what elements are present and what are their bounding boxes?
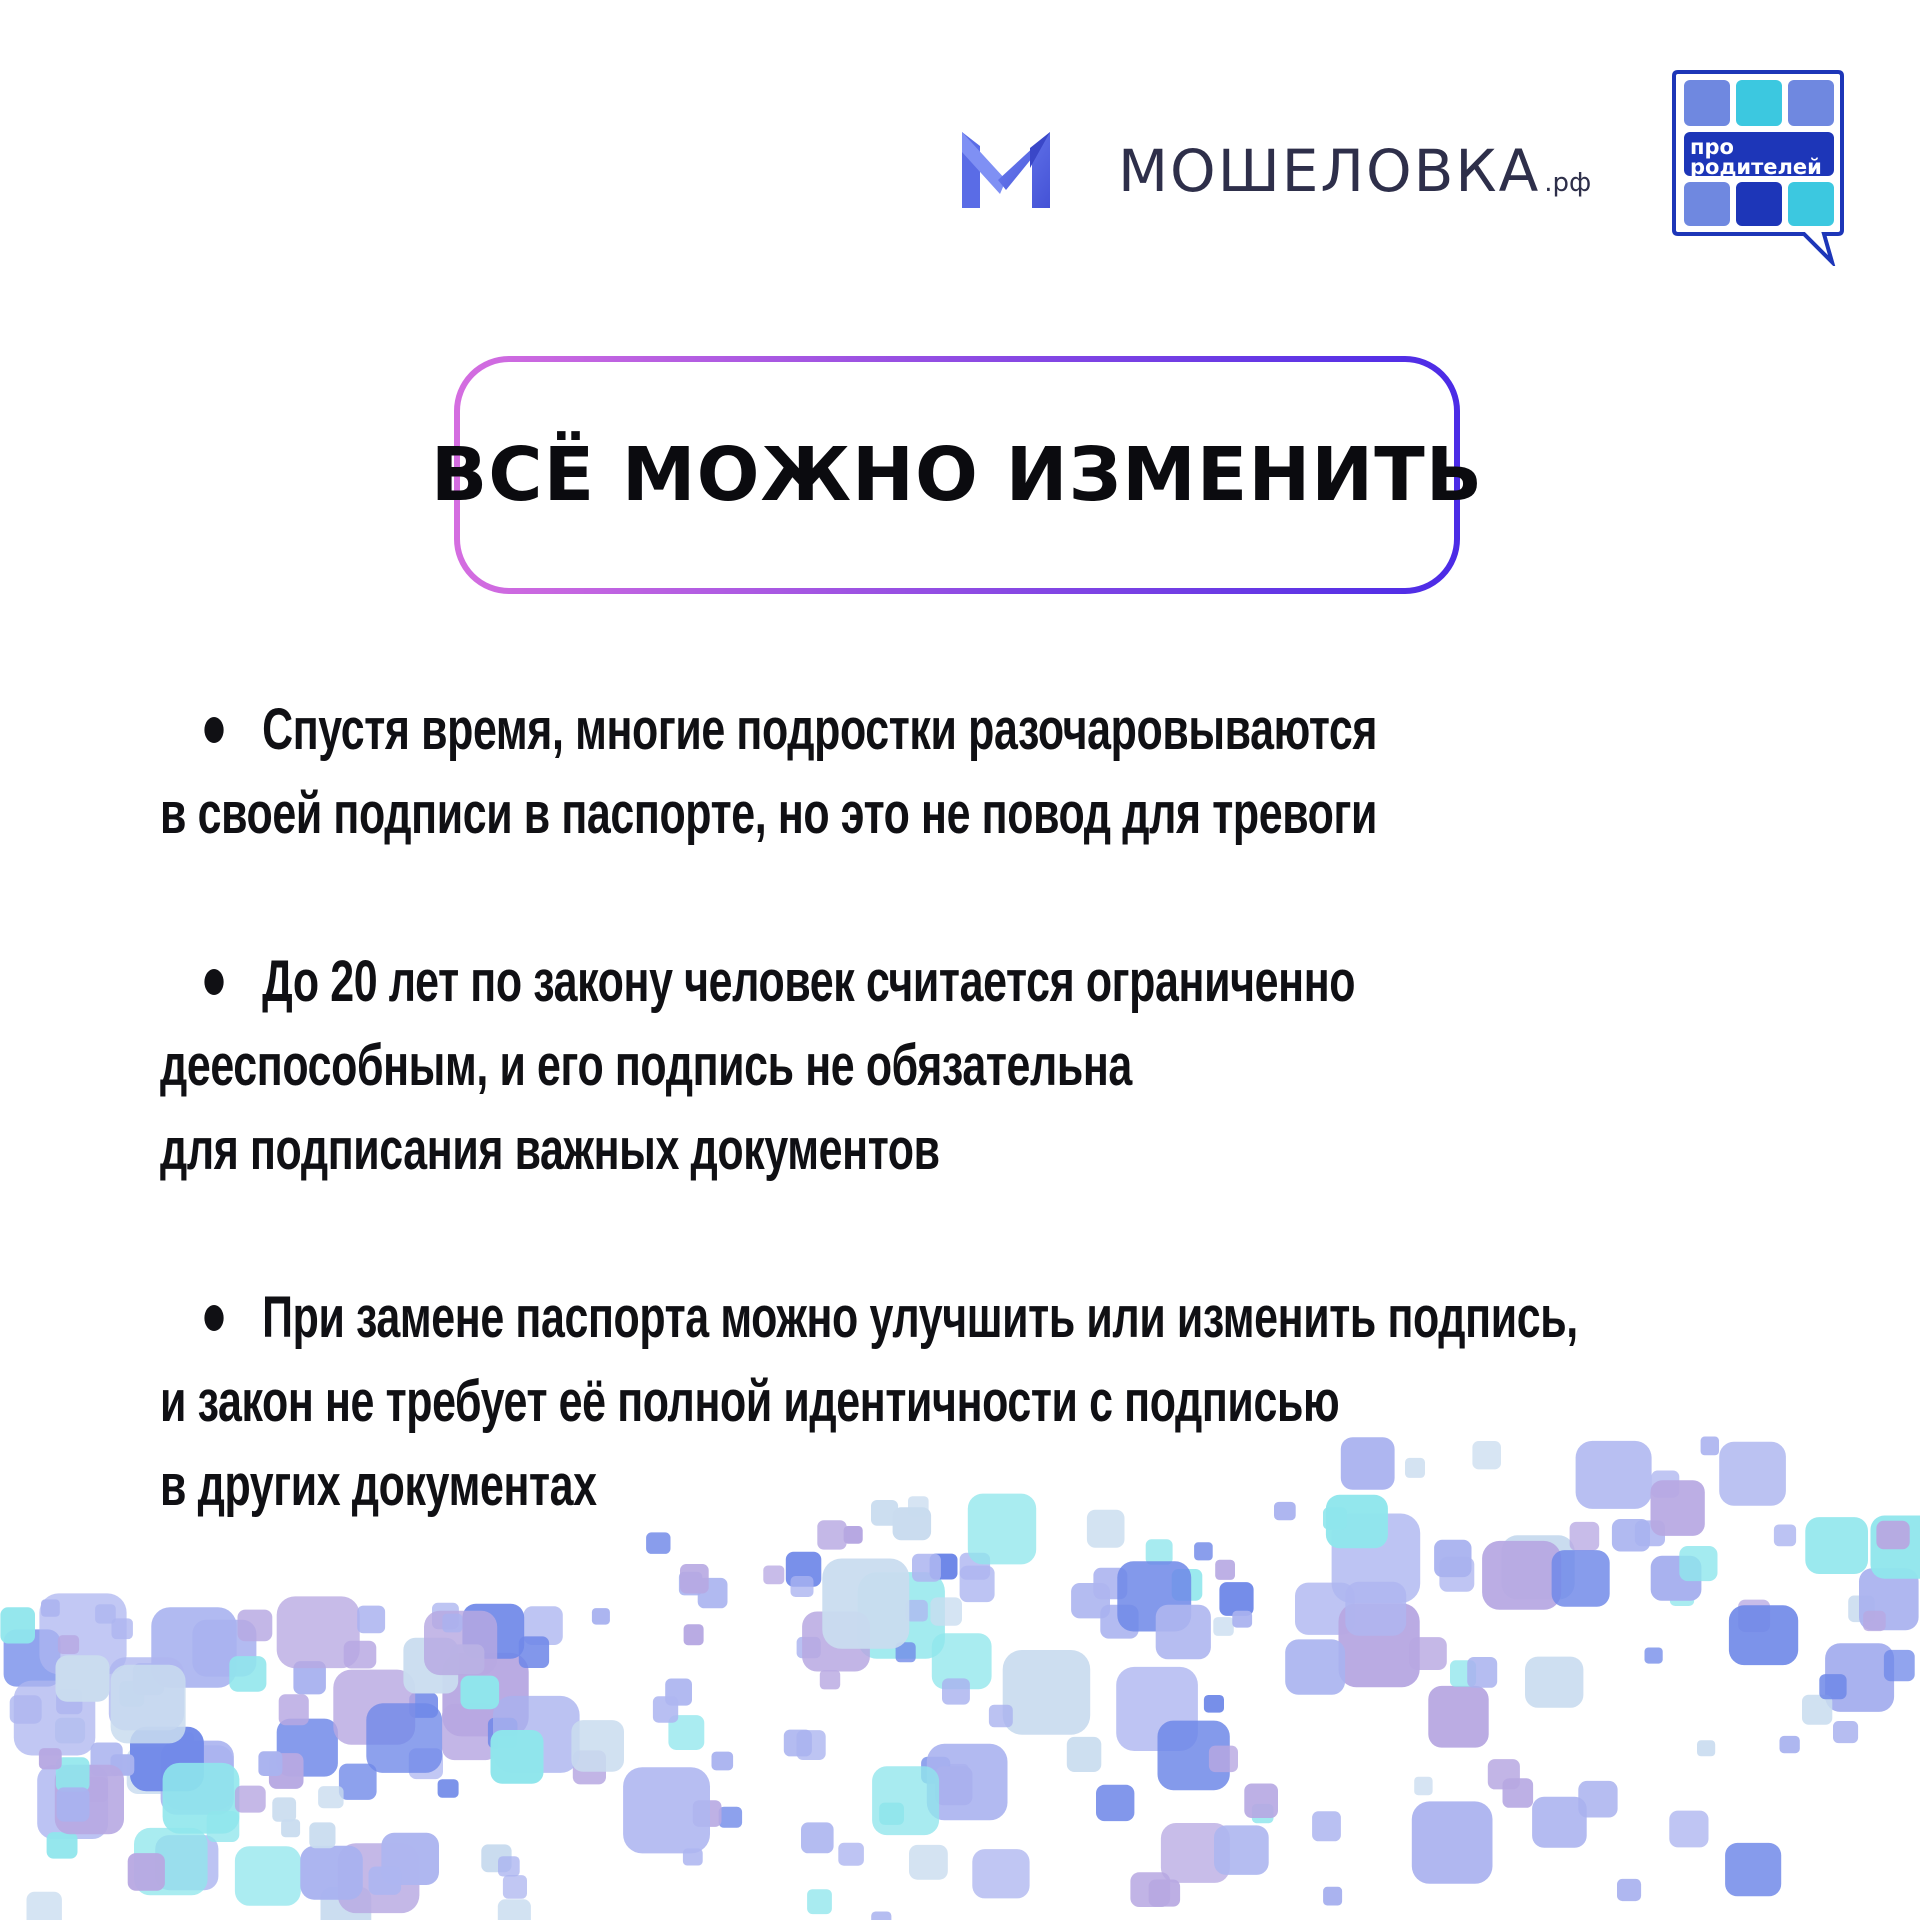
decorative-tile: [968, 1494, 1036, 1565]
decorative-tile: [838, 1843, 864, 1866]
decorative-tile: [1482, 1541, 1561, 1610]
bullet-text: До 20 лет по закону человек считается ограниченно: [262, 949, 1356, 1014]
bullet-dot-icon: [204, 717, 223, 743]
decorative-tile: [908, 1496, 929, 1516]
decorative-tile: [369, 1867, 402, 1895]
bullet-text: При замене паспорта можно улучшить или изменить подпись,: [262, 1285, 1578, 1350]
decorative-tile: [1323, 1507, 1347, 1529]
decorative-tile: [56, 1655, 110, 1702]
brand-name: [1118, 137, 1592, 205]
decorative-tile: [366, 1703, 442, 1773]
decorative-tile: [1096, 1785, 1134, 1821]
decorative-tile: [930, 1597, 962, 1625]
decorative-tile: [1552, 1550, 1610, 1607]
decorative-tile: [238, 1610, 273, 1642]
decorative-tile: [357, 1606, 385, 1634]
decorative-tile: [229, 1656, 266, 1692]
bullet-line: [160, 1276, 1862, 1360]
decorative-tile: [272, 1797, 296, 1821]
decorative-tile: [442, 1614, 462, 1633]
bullet-item-2: [160, 940, 1862, 1192]
decorative-tile: [872, 1766, 939, 1835]
decorative-tile: [235, 1846, 301, 1906]
decorative-tile: [1645, 1648, 1663, 1664]
decorative-tile: [989, 1705, 1013, 1728]
decorative-tile: [909, 1845, 948, 1880]
decorative-tile: [623, 1767, 710, 1853]
decorative-tile: [1729, 1605, 1798, 1665]
decorative-tile: [57, 1787, 90, 1821]
decorative-tile: [1570, 1522, 1600, 1551]
decorative-tile: [58, 1635, 79, 1654]
decorative-tile: [438, 1779, 459, 1798]
decorative-tile: [1003, 1650, 1090, 1735]
decorative-tile: [128, 1853, 165, 1891]
bullet-line: [160, 940, 1862, 1024]
decorative-tile: [279, 1694, 309, 1725]
decorative-tile: [653, 1696, 678, 1723]
decorative-tile: [1884, 1650, 1915, 1681]
decorative-tile: [309, 1822, 335, 1848]
decorative-tile: [1213, 1617, 1234, 1636]
decorative-tile: [801, 1822, 834, 1853]
bullet-text: Спустя время, многие подростки разочаровываются: [262, 697, 1378, 762]
decorative-tile: [1341, 1437, 1395, 1490]
bullet-line: и закон не требует её полной идентичности с подписью: [160, 1369, 1340, 1434]
decorative-tile: [498, 1856, 520, 1876]
decorative-tile: [503, 1875, 527, 1899]
decorative-tile: [797, 1730, 826, 1760]
decorative-tile: [1439, 1557, 1474, 1592]
decorative-tile: [1617, 1879, 1641, 1901]
decorative-tile: [1819, 1674, 1846, 1699]
decorative-tile: [163, 1763, 240, 1834]
decorative-tile: [972, 1849, 1029, 1898]
decorative-tile: [1156, 1605, 1211, 1660]
decorative-tile: [1412, 1801, 1493, 1883]
decorative-tile: [1467, 1657, 1497, 1688]
decorative-tile: [344, 1641, 377, 1669]
bullet-line: для подписания важных документов: [160, 1117, 940, 1182]
decorative-tile: [1863, 1611, 1886, 1631]
decorative-tile: [1323, 1887, 1342, 1906]
decorative-tile: [1697, 1740, 1715, 1756]
decorative-tile: [1204, 1695, 1224, 1713]
decorative-tile: [820, 1670, 840, 1689]
decorative-tile: [1876, 1521, 1909, 1550]
decorative-tile: [1414, 1777, 1432, 1796]
page-title: ВСЁ МОЖНО ИЗМЕНИТЬ: [430, 432, 1484, 518]
decorative-tile: [1679, 1546, 1717, 1581]
decorative-tile: [1087, 1510, 1125, 1548]
m-logo-icon: [960, 128, 1052, 210]
decorative-tile: [1285, 1639, 1345, 1694]
decorative-tile: [318, 1786, 344, 1808]
bullet-dot-icon: [204, 1305, 223, 1331]
decorative-tile: [1428, 1686, 1488, 1748]
decorative-tile: [235, 1786, 266, 1813]
decorative-tile: [791, 1576, 814, 1597]
decorative-tile: [1067, 1737, 1102, 1772]
decorative-tile: [1701, 1437, 1719, 1456]
decorative-tile: [1525, 1657, 1583, 1708]
decorative-tile: [592, 1608, 610, 1625]
decorative-tile: [1274, 1502, 1296, 1520]
decorative-tile: [712, 1752, 734, 1771]
decorative-tile: [1345, 1582, 1406, 1636]
decorative-tile: [719, 1807, 743, 1828]
decorative-tile: [1405, 1458, 1425, 1478]
decorative-tile: [1312, 1811, 1341, 1841]
decorative-tile: [498, 1899, 531, 1920]
decorative-tile: [1232, 1611, 1252, 1628]
bullet-item-1: [160, 688, 1862, 856]
decorative-tile: [39, 1748, 62, 1769]
bullet-line: дееспособным, и его подпись не обязательна: [160, 1033, 1132, 1098]
decorative-tile: [817, 1520, 846, 1549]
decorative-tile: [461, 1676, 500, 1710]
decorative-tile: [1578, 1781, 1617, 1818]
decorative-tile: [571, 1720, 624, 1772]
decorative-tile: [1669, 1811, 1708, 1848]
decorative-tile: [111, 1665, 186, 1744]
decorative-tile: [1149, 1880, 1181, 1907]
decorative-tile: [281, 1819, 300, 1837]
decorative-tile: [1719, 1442, 1786, 1506]
decorative-tile: [1833, 1721, 1858, 1743]
decorative-tile: [0, 1607, 35, 1643]
decorative-tile: [519, 1636, 549, 1668]
decorative-tile: [680, 1564, 709, 1594]
partner-line-2: родителей: [1690, 154, 1822, 179]
decorative-tile: [491, 1730, 544, 1784]
decorative-tile: [1805, 1517, 1868, 1574]
decorative-tile: [1612, 1519, 1650, 1552]
decorative-tile: [1488, 1759, 1520, 1789]
partner-label: [1690, 135, 1828, 179]
decorative-tile: [871, 1912, 891, 1920]
decorative-tile: [1215, 1560, 1235, 1580]
decorative-tile: [1194, 1542, 1213, 1560]
decorative-tile: [1780, 1736, 1800, 1753]
decorative-tile: [1214, 1825, 1269, 1875]
decorative-tile: [1244, 1784, 1278, 1819]
decorative-tile: [27, 1892, 62, 1920]
decorative-tile: [684, 1624, 704, 1645]
decorative-tile: [822, 1559, 909, 1649]
decorative-tile: [1209, 1746, 1238, 1773]
decorative-tile: [1146, 1539, 1173, 1565]
bullet-dot-icon: [204, 969, 223, 995]
decorative-tile: [300, 1846, 363, 1900]
decorative-tile: [1472, 1441, 1501, 1469]
brand-tld: .рф: [1544, 168, 1592, 198]
decorative-tiles: [0, 1420, 1920, 1920]
bullet-line: в своей подписи в паспорте, но это не повод для тревоги: [160, 781, 1378, 846]
decorative-tile: [258, 1751, 282, 1776]
brand-name-text: МОШЕЛОВКА: [1118, 137, 1541, 205]
decorative-tile: [1576, 1441, 1652, 1509]
decorative-tile: [646, 1532, 670, 1554]
decorative-tile: [47, 1832, 78, 1859]
decorative-tile: [339, 1764, 377, 1800]
decorative-tile: [1774, 1525, 1796, 1547]
decorative-tile: [807, 1889, 832, 1914]
bullet-line: в других документах: [160, 1453, 597, 1518]
decorative-tile: [942, 1678, 970, 1704]
bullet-line: [160, 688, 1862, 772]
decorative-tile: [1725, 1843, 1781, 1896]
decorative-tile: [763, 1566, 784, 1585]
partner-line-1: про: [1690, 135, 1734, 159]
decorative-tile: [1651, 1480, 1705, 1536]
decorative-tile: [912, 1554, 941, 1582]
